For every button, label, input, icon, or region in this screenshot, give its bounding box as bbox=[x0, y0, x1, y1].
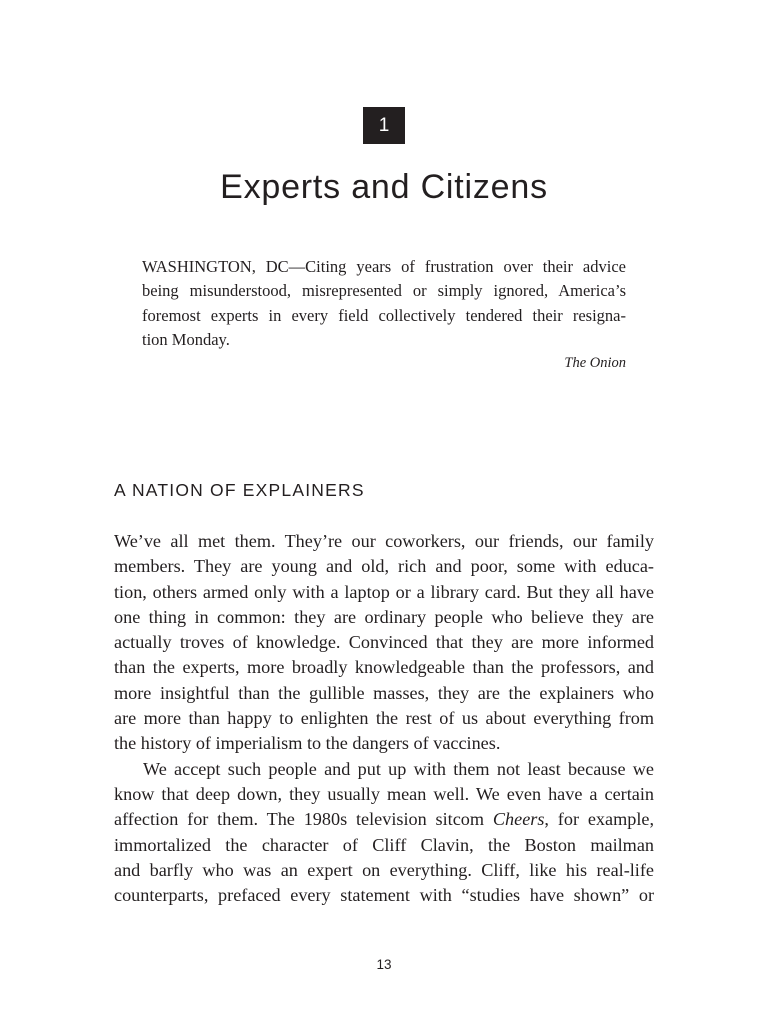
page-number: 13 bbox=[376, 957, 392, 972]
body-line: the history of imperialism to the dangers of vaccines. bbox=[114, 733, 501, 754]
body-line: We accept such people and put up with them not least because we bbox=[143, 758, 654, 779]
body-line: than the experts, more broadly knowledgeable than the professors, and bbox=[114, 657, 654, 678]
show-title-italic: Cheers bbox=[492, 809, 545, 830]
paragraph-2 bbox=[114, 757, 654, 909]
body-line: and barfly who was an expert on everything. Cliff, like his real-life bbox=[114, 859, 654, 880]
body-line: immortalized the character of Cliff Clavin, the Boston mailman bbox=[114, 834, 654, 855]
chapter-number-badge: 1 bbox=[363, 107, 405, 144]
body-text-run: , for example, bbox=[544, 809, 655, 830]
epigraph-quote bbox=[142, 255, 626, 352]
body-line bbox=[114, 807, 654, 832]
epigraph bbox=[142, 255, 626, 374]
epigraph-line: being misunderstood, misrepresented or simply ignored, America’s bbox=[142, 281, 626, 301]
body-line: counterparts, prefaced every statement with “studies have shown” or bbox=[114, 885, 654, 906]
body-line: know that deep down, they usually mean well. We even have a certain bbox=[114, 783, 654, 804]
body-line: We’ve all met them. They’re our coworkers, our friends, our family bbox=[114, 531, 654, 551]
paragraph-1 bbox=[114, 529, 654, 757]
body-line: are more than happy to enlighten the rest of us about everything from bbox=[114, 708, 654, 729]
body-line: tion, others armed only with a laptop or a library card. But they all have bbox=[114, 581, 654, 602]
body-line: one thing in common: they are ordinary people who believe they are bbox=[114, 606, 654, 627]
epigraph-line: WASHINGTON, DC—Citing years of frustration over their advice bbox=[142, 257, 626, 276]
body-line: actually troves of knowledge. Convinced that they are more informed bbox=[114, 632, 654, 653]
body-text-run: affection for them. The 1980s television sitcom bbox=[114, 809, 493, 830]
epigraph-source: The Onion bbox=[564, 355, 626, 372]
body-line: members. They are young and old, rich and poor, some with educa- bbox=[114, 556, 654, 577]
epigraph-line: tion Monday. bbox=[142, 329, 230, 349]
epigraph-line: foremost experts in every field collectively tendered their resigna- bbox=[142, 305, 626, 325]
body-line: more insightful than the gullible masses, they are the explainers who bbox=[114, 682, 654, 703]
body-text bbox=[114, 529, 654, 908]
section-heading: A NATION OF EXPLAINERS bbox=[114, 480, 365, 500]
chapter-title: Experts and Citizens bbox=[220, 168, 548, 206]
